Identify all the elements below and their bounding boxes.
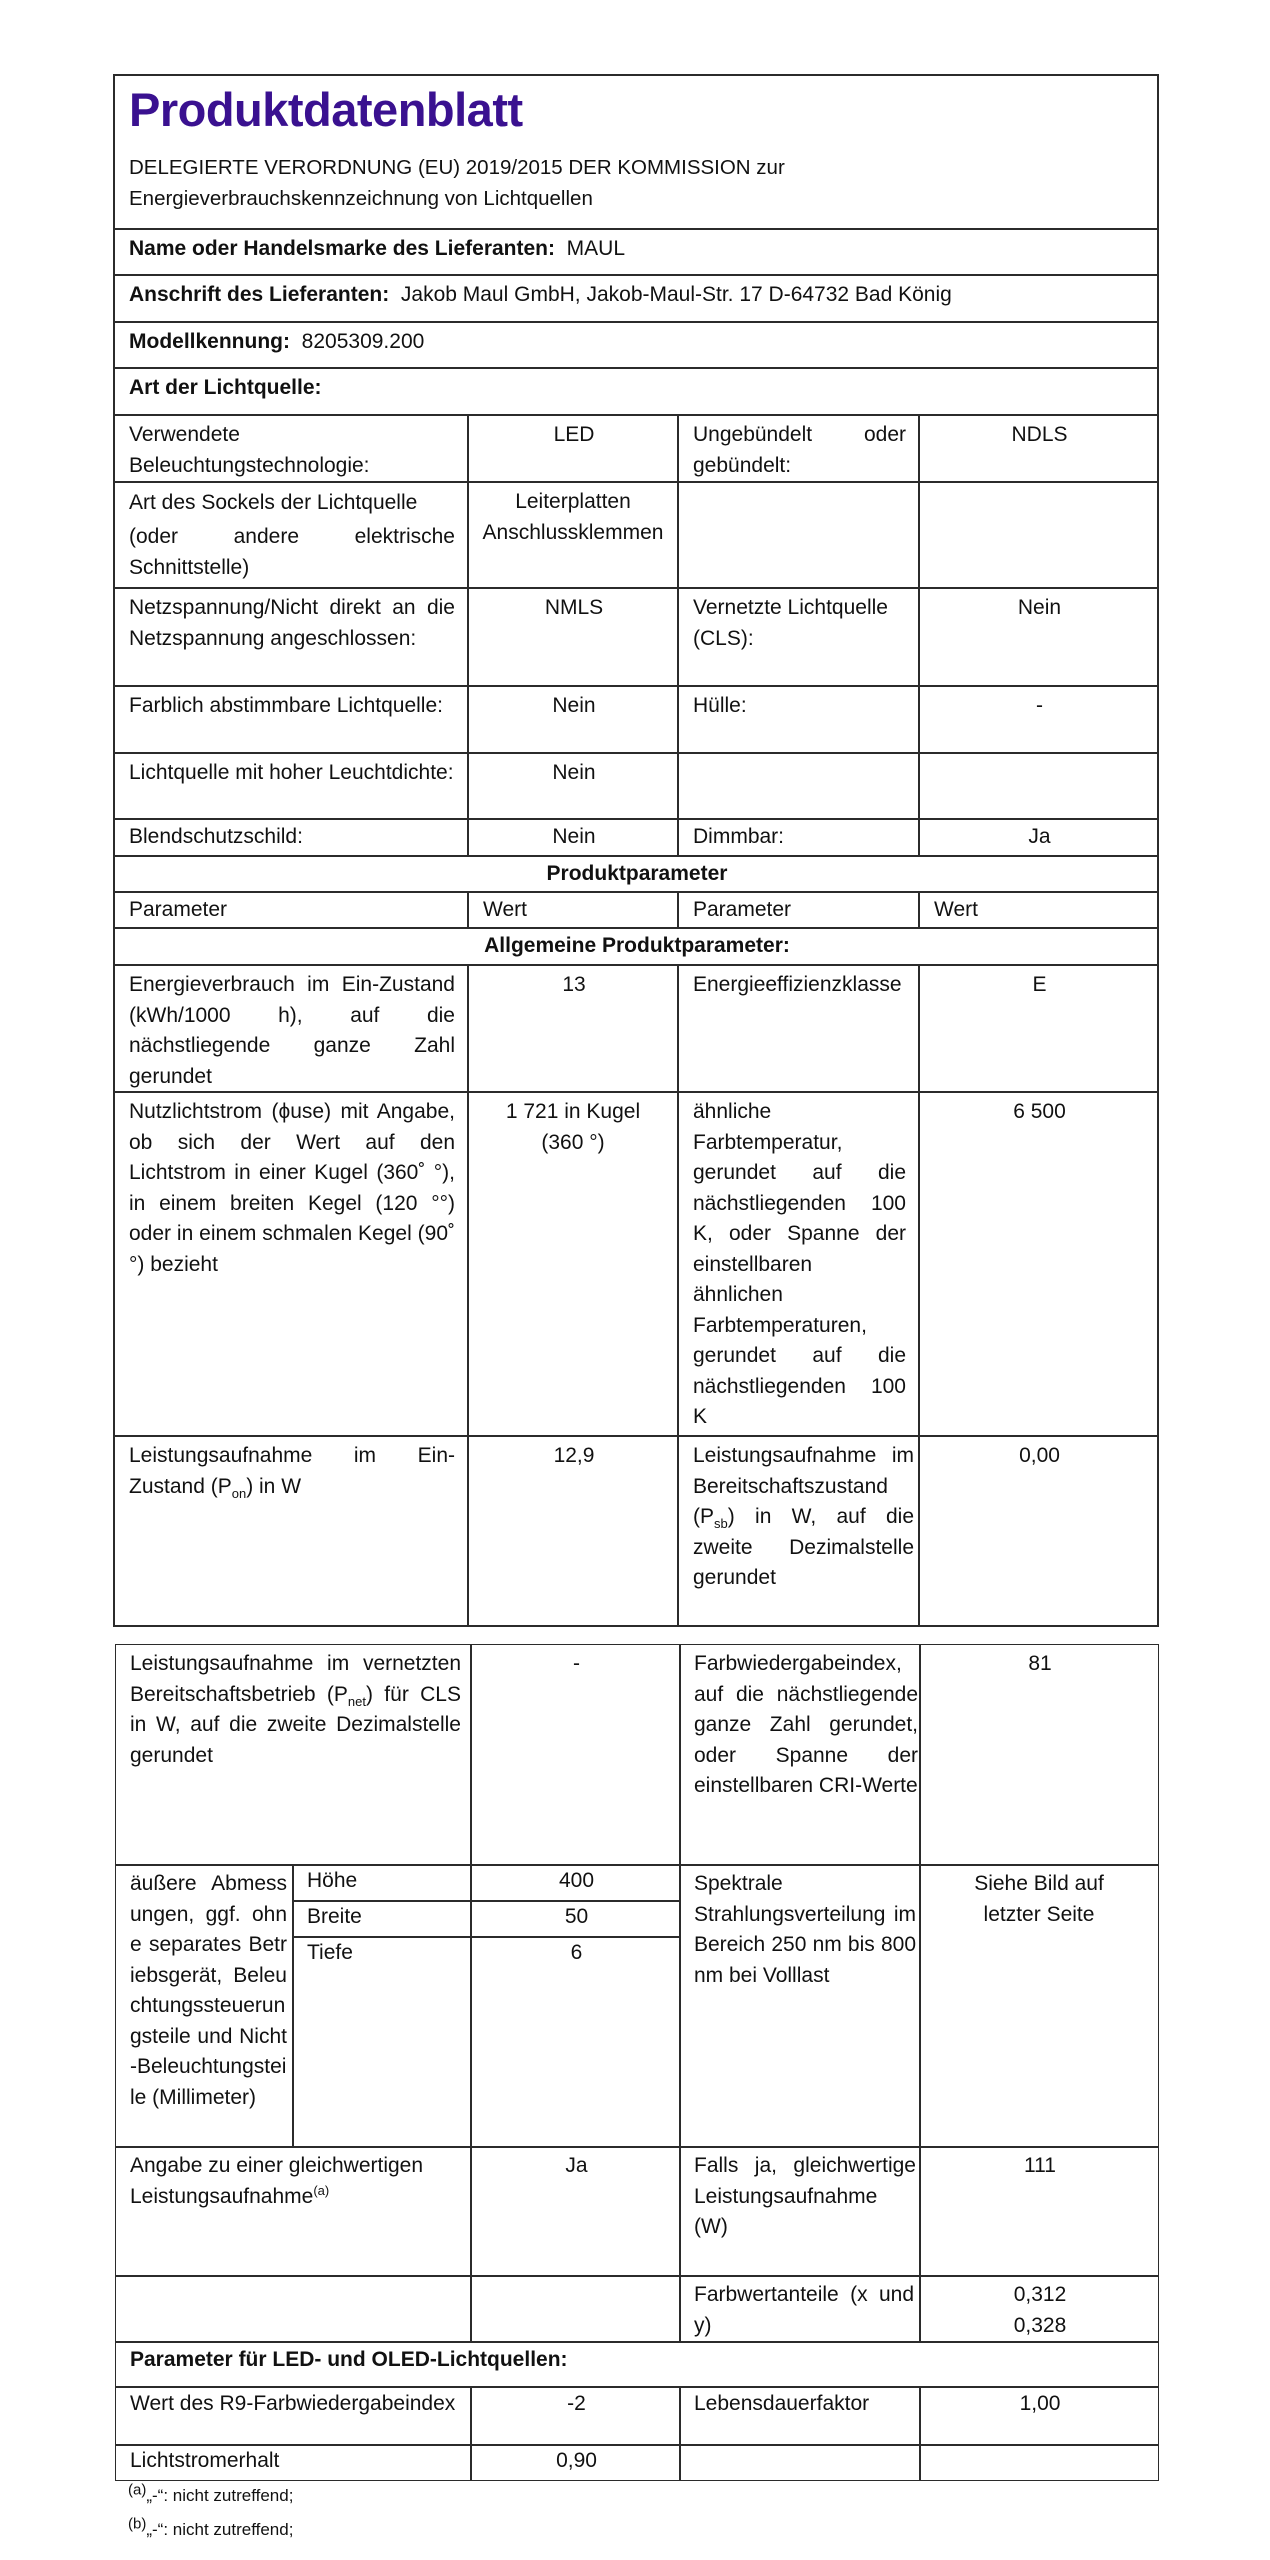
value-cell: Nein <box>467 685 679 754</box>
param-cell: Ungebündelt oder gebündelt: <box>677 414 920 483</box>
value-cell: 1 721 in Kugel (360 °) <box>467 1091 679 1437</box>
value-cell: 111 <box>919 2146 1159 2277</box>
supplier-name-row <box>113 228 1159 276</box>
column-header-value: Wert <box>918 891 1159 929</box>
param-cell: Leistungsaufnahme im Bereitschaftszustand $(P_{sb})$ in W, auf die zweite Dezimalstelle gerundet <box>677 1435 920 1627</box>
param-cell: Hülle: <box>677 685 920 754</box>
param-cell: Blendschutzschild: <box>113 818 469 857</box>
value-cell: LED <box>467 414 679 483</box>
param-cell: Energieeffizienzklasse <box>677 964 920 1093</box>
column-header-parameter: Parameter <box>677 891 920 929</box>
model-id-label: Modellkennung: <box>129 330 290 353</box>
empty-cell <box>115 2275 472 2343</box>
chromaticity-x: 0,312 <box>1013 2283 1067 2306</box>
model-id-value: 8205309.200 <box>301 330 425 353</box>
value-cell: 1,00 <box>919 2386 1159 2446</box>
column-header-value: Wert <box>467 891 679 929</box>
supplier-address-label: Anschrift des Lieferanten: <box>129 283 390 306</box>
value-cell: Leiterplatten Anschlussklemmen <box>467 481 679 589</box>
param-cell: Energieverbrauch im Ein-Zustand (kWh/1000 h), auf die nächstliegende ganze Zahl gerundet <box>113 964 469 1093</box>
led-parameters-heading: Parameter für LED- und OLED-Lichtquellen: <box>115 2341 1159 2388</box>
empty-cell <box>470 2275 681 2343</box>
product-parameters-heading: Produktparameter <box>113 855 1159 893</box>
param-cell: Wert des R9-Farbwiedergabeindex <box>115 2386 472 2446</box>
model-id-row <box>113 321 1159 369</box>
param-cell: Spektrale Strahlungsverteilung im Bereich 250 nm bis 800 nm bei Volllast <box>679 1864 921 2148</box>
dimension-value-width: 50 <box>470 1900 681 1938</box>
footnote-b: $^{(b)}$„-“: nicht zutreffend; <box>128 2515 294 2539</box>
value-cell: NDLS <box>918 414 1159 483</box>
param-cell: Lichtquelle mit hoher Leuchtdichte: <box>113 752 469 820</box>
footnote-a: $^{(a)}$„-“: nicht zutreffend; <box>128 2481 294 2505</box>
param-cell <box>677 481 920 589</box>
dimension-name-depth: Tiefe <box>292 1936 472 2148</box>
param-cell: Leistungsaufnahme im vernetzten Bereitschaftsbetrieb $(P_{net})$ für CLS in W, auf die zweite Dezimalstelle gerundet <box>115 1644 472 1866</box>
value-cell: Ja <box>918 818 1159 857</box>
param-cell: Leistungsaufnahme im Ein-Zustand $(P_{on})$ in W <box>113 1435 469 1627</box>
param-cell: Nutzlichtstrom (ϕuse) mit Angabe, ob sich der Wert auf den Lichtstrom in einer Kugel (360˚ °), in einem breiten Kegel (120 °°) oder in einem schmalen Kegel (90˚ °) bezieht <box>113 1091 469 1437</box>
dimension-name-width: Breite <box>292 1900 472 1938</box>
dimension-value-height: 400 <box>470 1864 681 1902</box>
param-cell <box>677 752 920 820</box>
supplier-name-value: MAUL <box>566 237 626 260</box>
chromaticity-y: 0,328 <box>1013 2313 1067 2337</box>
param-cell: Lebensdauerfaktor <box>679 2386 921 2446</box>
value-cell: Nein <box>918 587 1159 687</box>
supplier-address-row <box>113 274 1159 323</box>
param-cell: Angabe zu einer gleichwertigen Leistungsaufnahme$^{(a)}$ <box>115 2146 472 2277</box>
value-cell: 0,00 <box>918 1435 1159 1627</box>
general-parameters-heading: Allgemeine Produktparameter: <box>113 927 1159 966</box>
value-cell: E <box>918 964 1159 1093</box>
header-block <box>113 74 1159 230</box>
value-cell: -2 <box>470 2386 681 2446</box>
param-cell: Falls ja, gleichwertige Leistungsaufnahme (W) <box>679 2146 921 2277</box>
supplier-name-label: Name oder Handelsmarke des Lieferanten: <box>129 237 555 260</box>
value-cell: 12,9 <box>467 1435 679 1627</box>
regulation-text: DELEGIERTE VERORDNUNG (EU) 2019/2015 DER KOMMISSION zur Energieverbrauchskennzeichnung von Lichtquellen <box>129 156 785 210</box>
value-cell: Siehe Bild auf letzter Seite <box>919 1864 1159 2148</box>
supplier-address-value: Jakob Maul GmbH, Jakob-Maul-Str. 17 D-64732 Bad König <box>400 283 952 306</box>
param-cell: ähnliche Farbtemperatur, gerundet auf die nächstliegenden 100 K, oder Spanne der einstellbaren ähnlichen Farbtemperaturen, gerundet auf die nächstliegenden 100 K <box>677 1091 920 1437</box>
value-cell <box>919 2275 1159 2343</box>
value-cell: Nein <box>467 818 679 857</box>
dimensions-label: äußere Abmessungen, ggf. ohne separates Betriebsgerät, Beleuchtungssteuerungsteile und Nicht-Beleuchtungsteile (Millimeter) <box>115 1864 294 2148</box>
value-cell: 13 <box>467 964 679 1093</box>
value-cell <box>918 752 1159 820</box>
value-cell: - <box>470 1644 681 1866</box>
param-cell: Vernetzte Lichtquelle (CLS): <box>677 587 920 687</box>
value-cell: NMLS <box>467 587 679 687</box>
value-cell <box>919 2444 1159 2481</box>
value-cell: Ja <box>470 2146 681 2277</box>
param-cell <box>679 2444 921 2481</box>
value-cell: - <box>918 685 1159 754</box>
dimension-name-height: Höhe <box>292 1864 472 1902</box>
param-cell: Farbwiedergabeindex, auf die nächstliegende ganze Zahl gerundet, oder Spanne der einstellbaren CRI-Werte <box>679 1644 921 1866</box>
param-cell: Netzspannung/Nicht direkt an die Netzspannung angeschlossen: <box>113 587 469 687</box>
page-title: Produktdatenblatt <box>129 83 523 136</box>
value-cell: 81 <box>919 1644 1159 1866</box>
param-cell: Farbwertanteile (x und y) <box>679 2275 921 2343</box>
column-header-parameter: Parameter <box>113 891 469 929</box>
dimension-value-depth: 6 <box>470 1936 681 2148</box>
value-cell: 0,90 <box>470 2444 681 2481</box>
param-cell: Verwendete Beleuchtungstechnologie: <box>113 414 469 483</box>
value-cell: Nein <box>467 752 679 820</box>
param-cell: Art des Sockels der Lichtquelle (oder andere elektrische Schnittstelle) <box>113 481 469 589</box>
param-cell: Dimmbar: <box>677 818 920 857</box>
param-cell: Lichtstromerhalt <box>115 2444 472 2481</box>
light-source-type-heading: Art der Lichtquelle: <box>113 367 1159 416</box>
value-cell <box>918 481 1159 589</box>
param-cell: Farblich abstimmbare Lichtquelle: <box>113 685 469 754</box>
value-cell: 6 500 <box>918 1091 1159 1437</box>
